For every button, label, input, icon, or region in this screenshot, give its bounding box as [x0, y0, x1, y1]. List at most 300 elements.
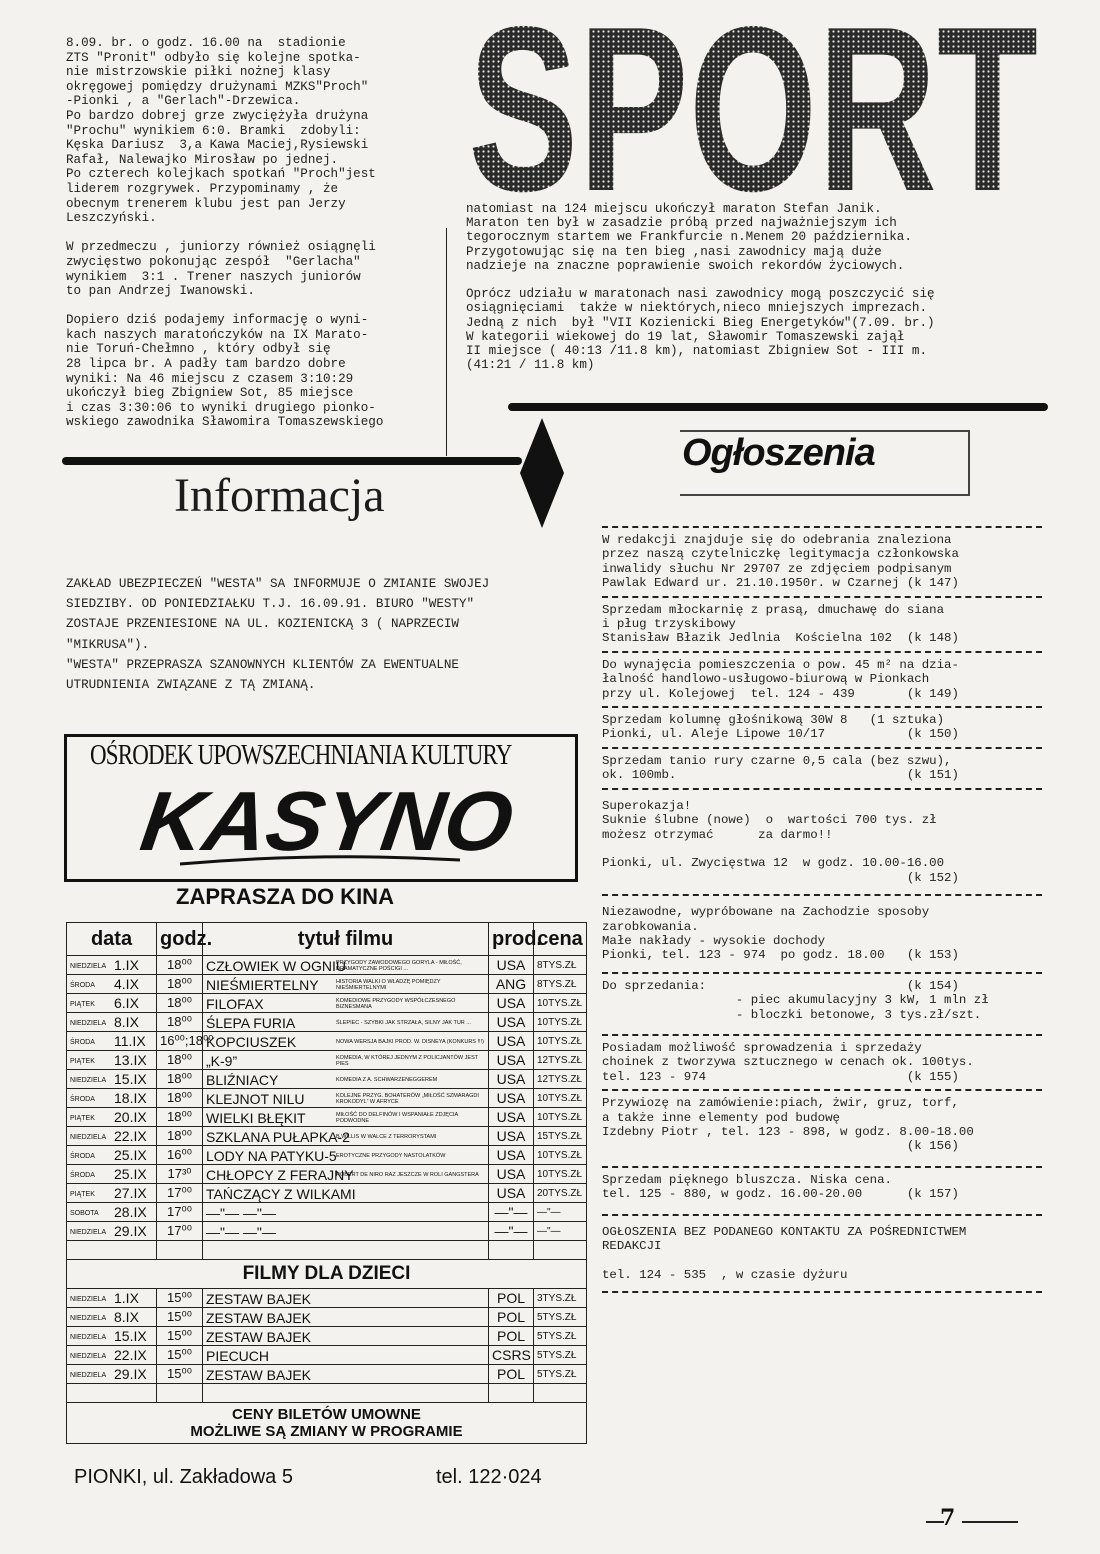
article-line: Maraton ten był w zasadzie próbą przed najważniejszym ich — [466, 216, 897, 231]
ad-line: inwalidy słuchu Nr 29707 ze zdjęciem podpisanym — [602, 561, 952, 576]
notice-line: ZAKŁAD UBEZPIECZEŃ "WESTA" SA INFORMUJE O ZMIANIE SWOJEJ — [66, 577, 490, 591]
empty-cell — [203, 1241, 489, 1260]
ogloszenia-heading: Ogłoszenia — [682, 432, 875, 474]
cell-date-value: 18.IX — [114, 1090, 147, 1106]
cell-time: 16⁰⁰;18⁰⁰ — [157, 1032, 203, 1051]
film-title: ŚLEPA FURIA — [206, 1014, 296, 1031]
film-description: MIŁOŚĆ DO DELFINÓW I WSPANIAŁE ZDJĘCIA PODWODNE — [336, 1111, 458, 1124]
ad-line: W redakcji znajduje się do odebrania znaleziona — [602, 533, 952, 547]
article-line: nadzieje na znaczne poprawienie swoich rekordów życiowych. — [466, 258, 905, 273]
cell-date — [67, 1013, 157, 1032]
article-line: Po bardzo dobrej grze zwyciężyła drużyna — [66, 108, 369, 123]
cell-title — [203, 1203, 489, 1222]
article-line: zwycięstwo pokonując zespół "Gerlacha" — [66, 254, 361, 269]
cell-date-value: 22.IX — [114, 1128, 147, 1144]
cell-weekday: NIEDZIELA — [70, 1133, 107, 1141]
cell-weekday: NIEDZIELA — [70, 1333, 107, 1341]
table-row — [67, 1013, 587, 1032]
cell-date-value: 27.IX — [114, 1185, 147, 1201]
cell-time: 18⁰⁰ — [157, 1108, 203, 1127]
ad-line: Sprzedam kolumnę głośnikową 30W 8 (1 sztuka) — [602, 713, 945, 728]
table-row — [67, 1365, 587, 1384]
cell-weekday: ŚRODA — [70, 1038, 95, 1046]
ad-line: (k 156) — [602, 1139, 959, 1154]
cell-production: POL — [489, 1308, 534, 1327]
table-row — [67, 1070, 587, 1089]
cell-date — [67, 1365, 157, 1384]
article-line: nie Toruń-Chełmno , który odbył się — [66, 342, 331, 357]
cell-date — [67, 1051, 157, 1070]
classified-ad — [602, 531, 1042, 593]
notice-line: ZOSTAJE PRZENIESIONE NA UL. KOZIENICKĄ 3 ( NAPRZECIW — [66, 617, 459, 632]
empty-cell — [67, 1384, 157, 1403]
table-row — [67, 1108, 587, 1127]
film-title: NIEŚMIERTELNY — [206, 976, 319, 993]
cell-weekday: PIĄTEK — [70, 1057, 95, 1065]
cell-production: USA — [489, 994, 534, 1013]
cell-date-value: 13.IX — [114, 1052, 147, 1068]
ad-line: tel. 123 - 974 (k 155) — [602, 1069, 959, 1084]
cell-weekday: PIĄTEK — [70, 1190, 95, 1198]
cell-production: USA — [489, 1089, 534, 1108]
classified-ad — [602, 793, 1042, 891]
classified-ad — [602, 1171, 1042, 1204]
ad-divider — [602, 894, 1042, 896]
cell-price: —"— — [534, 1203, 587, 1222]
empty-cell — [489, 1241, 534, 1260]
cell-date-value: 6.IX — [114, 995, 139, 1011]
cell-time: 15⁰⁰ — [157, 1365, 203, 1384]
table-footer — [67, 1403, 587, 1444]
empty-cell — [534, 1241, 587, 1260]
cell-time: 18⁰⁰ — [157, 956, 203, 975]
cell-price: 5TYS.ZŁ — [534, 1308, 587, 1327]
ad-line: Sprzedam młockarnię z prasą, dmuchawę do siana — [602, 602, 945, 617]
cell-date — [67, 1165, 157, 1184]
ad-line: a także inne elementy pod budowę — [602, 1110, 840, 1125]
cell-date-value: 11.IX — [114, 1033, 146, 1049]
cell-date — [67, 1089, 157, 1108]
ad-line: OGŁOSZENIA BEZ PODANEGO KONTAKTU ZA POŚREDNICTWEM — [602, 1224, 967, 1239]
ad-line: ok. 100mb. (k 151) — [602, 768, 959, 783]
cinema-invite: ZAPRASZA DO KINA — [176, 884, 394, 909]
cell-weekday: ŚRODA — [70, 1171, 95, 1179]
cell-price: 10TYS.ZŁ — [534, 1108, 587, 1127]
article-line: wynikiem 3:1 . Trener naszych juniorów — [66, 269, 361, 284]
classified-ad — [602, 1039, 1042, 1086]
cell-date-value: 1.IX — [114, 1290, 139, 1306]
cell-date-value: 1.IX — [114, 957, 139, 973]
ad-line: tel. 125 - 880, w godz. 16.00-20.00 (k 157) — [602, 1187, 959, 1202]
cell-production: POL — [489, 1289, 534, 1308]
article-line: osiągnięciami także w niektórych,nieco mniejszych imprezach. — [466, 301, 928, 316]
cell-title — [203, 975, 489, 994]
cell-date-value: 20.IX — [114, 1109, 147, 1125]
cell-date — [67, 1203, 157, 1222]
cell-date-value: 25.IX — [114, 1166, 147, 1182]
classified-ad — [602, 977, 1042, 1024]
cell-title — [203, 1346, 489, 1365]
film-title: PIECUCH — [206, 1347, 270, 1364]
cell-weekday: NIEDZIELA — [70, 1352, 107, 1360]
article-line: Rafał, Nalewajko Mirosław po jednej. — [66, 152, 339, 167]
article-line: W przedmeczu , juniorzy również osiągnęli — [66, 240, 376, 255]
cell-time: 18⁰⁰ — [157, 1013, 203, 1032]
cell-production: CSRS — [489, 1346, 534, 1365]
cell-weekday: ŚRODA — [70, 981, 95, 989]
article-line: liderem rozgrywek. Przypominamy , że — [66, 181, 339, 196]
article-line: to pan Andrzej Iwanowski. — [66, 284, 255, 299]
col-header-price: cena — [534, 923, 587, 956]
cell-price: 5TYS.ZŁ — [534, 1365, 587, 1384]
table-row — [67, 994, 587, 1013]
ad-line — [602, 842, 1042, 856]
ad-line: Pawlak Edward ur. 21.10.1950r. w Czarnej (k 147) — [602, 576, 959, 591]
empty-cell — [203, 1384, 489, 1403]
cell-production: USA — [489, 1051, 534, 1070]
classified-ad — [602, 752, 1042, 785]
cell-production: USA — [489, 1108, 534, 1127]
sport-article-left — [66, 36, 383, 430]
cell-price: 10TYS.ZŁ — [534, 1013, 587, 1032]
notice-line: SIEDZIBY. OD PONIEDZIAŁKU T.J. 16.09.91. BIURO "WESTY" — [66, 597, 475, 612]
film-description: PRZYGODY ZAWODOWEGO GORYLA - MIŁOŚĆ, DRAMATYCZNE POŚCIGI ... — [336, 959, 462, 972]
article-line: Oprócz udziału w maratonach nasi zawodnicy mogą poszczycić się — [466, 287, 935, 302]
col-header-prod: prod. — [489, 923, 534, 956]
ad-divider — [602, 1089, 1042, 1091]
cell-price: 8TYS.ZŁ — [534, 956, 587, 975]
article-line: ukończył bieg Zbigniew Sot, 85 miejsce — [66, 386, 354, 401]
table-row — [67, 1127, 587, 1146]
ad-divider — [602, 596, 1042, 598]
organizer-name: OŚRODEK UPOWSZECHNIANIA KULTURY — [90, 740, 512, 771]
cell-title — [203, 1070, 489, 1089]
cell-date — [67, 1346, 157, 1365]
cell-title — [203, 1032, 489, 1051]
cell-time: 18⁰⁰ — [157, 975, 203, 994]
ad-divider — [602, 1166, 1042, 1168]
film-title: CHŁOPCY Z FERAJNY — [206, 1166, 354, 1183]
ad-line: tel. 124 - 535 , w czasie dyżuru — [602, 1267, 848, 1282]
cell-production: USA — [489, 1165, 534, 1184]
ad-line: Sprzedam tanio rury czarne 0,5 cala (bez szwu), — [602, 753, 952, 768]
article-line: Jedną z nich był "VII Kozienicki Bieg Energetyków"(7.09. br.) — [466, 315, 935, 330]
empty-cell — [157, 1384, 203, 1403]
cell-production: USA — [489, 956, 534, 975]
film-description: NOWA WERSJA BAJKI PROD. W. DISNEYA (KONKURS !!!) — [336, 1038, 484, 1045]
classified-ad — [602, 711, 1042, 744]
cinema-schedule — [66, 922, 587, 1444]
informacja-notice — [66, 574, 489, 695]
film-description: EROTYCZNE PRZYGODY NASTOLATKÓW — [336, 1152, 446, 1159]
informacja-heading: Informacja — [174, 469, 385, 522]
sport-article-right — [466, 202, 935, 372]
film-title: LODY NA PATYKU-5 — [206, 1147, 337, 1164]
kasyno-logo — [120, 772, 520, 872]
cell-price: 10TYS.ZŁ — [534, 1165, 587, 1184]
ad-line: Przywiozę na zamówienie:piach, żwir, gruz, torf, — [602, 1096, 959, 1111]
article-line: "Prochu" wynikiem 6:0. Bramki zdobyli: — [66, 123, 361, 138]
cell-production: USA — [489, 1032, 534, 1051]
article-line: i czas 3:30:06 to wyniki drugiego pionko- — [66, 400, 376, 415]
article-line: nie mistrzowskie piłki nożnej klasy — [66, 65, 331, 80]
article-line: ZTS "Pronit" odbyło się kolejne spotka- — [66, 50, 361, 65]
ad-divider — [602, 747, 1042, 749]
cell-time: 18⁰⁰ — [157, 1051, 203, 1070]
col-header-date: data — [67, 923, 157, 956]
table-row — [67, 975, 587, 994]
film-title: SZKLANA PUŁAPKA-2 — [206, 1128, 350, 1145]
notice-line: "MIKRUSA"). — [66, 637, 150, 652]
ad-line: Stanisław Błazik Jedlnia Kościelna 102 (k 148) — [602, 631, 959, 646]
ad-divider — [602, 1291, 1042, 1293]
cell-title — [203, 1108, 489, 1127]
article-line — [466, 273, 935, 287]
table-row — [67, 1308, 587, 1327]
cell-time: 17⁰⁰ — [157, 1222, 203, 1241]
ad-line: łalność handlowo-usługowo-biurową w Pionkach — [602, 672, 930, 687]
cell-production: —"— — [489, 1222, 534, 1241]
col-header-time: godz. — [157, 923, 203, 956]
cell-date — [67, 1127, 157, 1146]
kids-section-row — [67, 1260, 587, 1289]
article-line — [66, 299, 383, 314]
cell-price: —"— — [534, 1222, 587, 1241]
classified-ad — [602, 899, 1042, 969]
film-description: KOMEDIA Z A. SCHWARZENEGGEREM — [336, 1076, 438, 1083]
film-description: KOMEDIA, W KTÓREJ JEDNYM Z POLICJANTÓW JEST PIES — [336, 1054, 478, 1067]
ad-line: Małe nakłady - wysokie dochody — [602, 933, 826, 948]
cell-title — [203, 1165, 489, 1184]
cell-date-value: 15.IX — [114, 1071, 147, 1087]
table-row — [67, 1327, 587, 1346]
film-title: „K-9” — [206, 1052, 238, 1069]
cell-time: 18⁰⁰ — [157, 1070, 203, 1089]
ad-line: Pionki, ul. Aleje Lipowe 10/17 (k 150) — [602, 727, 959, 742]
cell-time: 15⁰⁰ — [157, 1308, 203, 1327]
classified-ad — [602, 601, 1042, 648]
ad-divider — [602, 1034, 1042, 1036]
cell-title — [203, 1013, 489, 1032]
ad-line: (k 152) — [602, 870, 959, 885]
table-row — [67, 1146, 587, 1165]
ad-divider — [602, 706, 1042, 708]
film-title: ZESTAW BAJEK — [206, 1290, 312, 1307]
article-line: 28 lipca br. A padły tam bardzo dobre — [66, 357, 346, 372]
cell-date — [67, 1327, 157, 1346]
cell-date-value: 8.IX — [114, 1014, 139, 1030]
cell-weekday: NIEDZIELA — [70, 962, 107, 970]
ad-line: - bloczki betonowe, 3 tys.zł/szt. — [602, 1007, 982, 1022]
ad-line: Do sprzedania: (k 154) — [602, 978, 959, 993]
film-title: —"— —"— — [206, 1223, 276, 1240]
ad-divider — [602, 788, 1042, 790]
notice-line: UTRUDNIENIA ZWIĄZANE Z TĄ ZMIANĄ. — [66, 678, 316, 693]
table-row-empty — [67, 1384, 587, 1403]
ad-line: Niezawodne, wypróbowane na Zachodzie sposoby — [602, 905, 930, 920]
film-title: KLEJNOT NILU — [206, 1090, 305, 1107]
cell-title — [203, 1327, 489, 1346]
col-header-title: tytuł filmu — [203, 923, 489, 956]
cell-date — [67, 1289, 157, 1308]
classified-ad — [602, 1219, 1042, 1289]
table-row — [67, 1346, 587, 1365]
cell-title — [203, 1365, 489, 1384]
page-number-rule — [962, 1521, 1018, 1523]
cell-title — [203, 1184, 489, 1203]
cell-date — [67, 1222, 157, 1241]
article-line: Przygotowując się na ten bieg ,nasi zawodnicy mają duże — [466, 244, 882, 259]
table-row — [67, 1222, 587, 1241]
table-row — [67, 1203, 587, 1222]
cell-title — [203, 1308, 489, 1327]
cell-weekday: PIĄTEK — [70, 1114, 95, 1122]
cell-title — [203, 1127, 489, 1146]
cell-date-value: 8.IX — [114, 1309, 139, 1325]
article-line: okręgowej pomiędzy drużynami MZKS"Proch" — [66, 79, 369, 94]
cell-price: 20TYS.ZŁ — [534, 1184, 587, 1203]
cell-weekday: NIEDZIELA — [70, 1371, 107, 1379]
ad-line: przez naszą czytelniczkę legitymacja członkowska — [602, 547, 959, 562]
article-line — [66, 226, 383, 241]
cell-date — [67, 1032, 157, 1051]
cell-title — [203, 1146, 489, 1165]
film-title: TAŃCZĄCY Z WILKAMI — [206, 1185, 356, 1202]
ad-line: Pionki, tel. 123 - 974 po godz. 18.00 (k 153) — [602, 948, 959, 963]
table-header-row — [67, 923, 587, 956]
ad-line: zarobkowania. — [602, 919, 699, 934]
cell-date-value: 15.IX — [114, 1328, 147, 1344]
ad-line: Posiadam możliwość sprowadzenia i sprzedaży — [602, 1040, 922, 1055]
article-line: wyniki: Na 46 miejscu z czasem 3:10:29 — [66, 371, 354, 386]
article-line: II miejsce ( 40:13 /11.8 km), natomiast Zbigniew Sot - III m. — [466, 344, 928, 359]
table-footer-row — [67, 1403, 587, 1444]
page-number: 7 — [940, 1505, 956, 1531]
cell-date-value: 25.IX — [114, 1147, 147, 1163]
cell-date-value: 29.IX — [114, 1223, 147, 1239]
cell-time: 15⁰⁰ — [157, 1327, 203, 1346]
ad-line: Do wynajęcia pomieszczenia o pow. 45 m² na dzia- — [602, 657, 959, 672]
footer-line: CENY BILETÓW UMOWNE — [232, 1406, 421, 1423]
sport-heading-text: SPORT — [468, 0, 1038, 240]
kids-section-heading: FILMY DLA DZIECI — [67, 1260, 587, 1289]
footer-line: MOŻLIWE SĄ ZMIANY W PROGRAMIE — [190, 1423, 463, 1440]
table-row-empty — [67, 1241, 587, 1260]
article-line: wskiego zawodnika Sławomira Tomaszewskiego — [66, 415, 384, 430]
cell-production: ANG — [489, 975, 534, 994]
article-line: natomiast na 124 miejscu ukończył maraton Stefan Janik. — [466, 202, 882, 216]
film-description: HISTORIA WALKI O WŁADZĘ POMIĘDZY NIEŚMIERTELNYMI — [336, 978, 441, 991]
table-row — [67, 1089, 587, 1108]
ad-line: możesz otrzymać za darmo!! — [602, 827, 833, 842]
classified-ads — [602, 522, 1042, 1296]
cell-date-value: 22.IX — [114, 1347, 147, 1363]
column-divider — [446, 228, 447, 456]
cell-weekday: NIEDZIELA — [70, 1295, 107, 1303]
cell-date — [67, 975, 157, 994]
article-line: tegorocznym startem we Frankfurcie n.Menem 20 października. — [466, 230, 912, 245]
kasyno-logo-text: KASYNO — [135, 774, 509, 868]
cell-title — [203, 1222, 489, 1241]
cell-production: USA — [489, 1127, 534, 1146]
cell-price: 5TYS.ZŁ — [534, 1346, 587, 1365]
cell-title — [203, 994, 489, 1013]
cell-price: 10TYS.ZŁ — [534, 1146, 587, 1165]
ad-line: choinek z tworzywa sztucznego w cenach ok. 100tys. — [602, 1055, 974, 1070]
cinema-phone: tel. 122·024 — [436, 1466, 542, 1488]
ad-divider — [602, 651, 1042, 653]
article-line: Po czterech kolejkach spotkań "Proch"jest — [66, 167, 376, 182]
cell-title — [203, 1289, 489, 1308]
section-rule — [508, 403, 1048, 411]
cell-date — [67, 994, 157, 1013]
cell-price: 12TYS.ZŁ — [534, 1051, 587, 1070]
cell-time: 16⁰⁰ — [157, 1146, 203, 1165]
article-line: Kęska Dariusz 3,a Kawa Maciej,Rysiewski — [66, 138, 369, 153]
article-line: 8.09. br. o godz. 16.00 na stadionie — [66, 36, 346, 50]
cell-date-value: 28.IX — [114, 1204, 147, 1220]
diamond-ornament — [520, 418, 564, 528]
notice-line: "WESTA" PRZEPRASZA SZANOWNYCH KLIENTÓW ZA EWENTUALNE — [66, 657, 459, 672]
table-row — [67, 1184, 587, 1203]
cell-production: USA — [489, 1146, 534, 1165]
film-title: ZESTAW BAJEK — [206, 1309, 312, 1326]
cell-date-value: 29.IX — [114, 1366, 147, 1382]
article-line: (41:21 / 11.8 km) — [466, 358, 595, 373]
cell-title — [203, 1089, 489, 1108]
cell-price: 15TYS.ZŁ — [534, 1127, 587, 1146]
article-line: Dopiero dziś podajemy informację o wyni- — [66, 313, 369, 328]
cell-date — [67, 1146, 157, 1165]
cell-weekday: NIEDZIELA — [70, 1314, 107, 1322]
cell-price: 12TYS.ZŁ — [534, 1070, 587, 1089]
cell-date — [67, 1108, 157, 1127]
cell-weekday: PIĄTEK — [70, 1000, 95, 1008]
film-title: WIELKI BŁĘKIT — [206, 1109, 306, 1126]
cell-price: 8TYS.ZŁ — [534, 975, 587, 994]
film-description: B.WILLIS W WALCE Z TERRORYSTAMI — [336, 1133, 437, 1140]
cell-time: 17⁰⁰ — [157, 1203, 203, 1222]
film-title: CZŁOWIEK W OGNIU — [206, 957, 346, 974]
ad-line: i pług trzyskibowy — [602, 617, 736, 632]
table-row — [67, 1165, 587, 1184]
table-row — [67, 1051, 587, 1070]
cell-date — [67, 1184, 157, 1203]
empty-cell — [67, 1241, 157, 1260]
film-title: —"— —"— — [206, 1204, 276, 1221]
cell-production: —"— — [489, 1203, 534, 1222]
cell-price: 10TYS.ZŁ — [534, 994, 587, 1013]
ad-divider — [602, 1214, 1042, 1216]
cell-date — [67, 1070, 157, 1089]
cell-production: USA — [489, 1013, 534, 1032]
cell-time: 15⁰⁰ — [157, 1346, 203, 1365]
cell-weekday: SOBOTA — [70, 1209, 99, 1217]
ad-line: - piec akumulacyjny 3 kW, 1 mln zł — [602, 993, 989, 1008]
empty-cell — [534, 1384, 587, 1403]
ad-line: Superokazja! — [602, 798, 692, 813]
cell-time: 17⁰⁰ — [157, 1184, 203, 1203]
ad-line: Pionki, ul. Zwycięstwa 12 w godz. 10.00-16.00 — [602, 856, 945, 871]
cell-weekday: NIEDZIELA — [70, 1019, 107, 1027]
cell-production: POL — [489, 1327, 534, 1346]
cell-production: USA — [489, 1070, 534, 1089]
ad-divider — [602, 526, 1042, 528]
table-row — [67, 1032, 587, 1051]
film-description: ŚLEPIEC - SZYBKI JAK STRZAŁA, SILNY JAK TUR ... — [336, 1019, 471, 1026]
article-line: obecnym trenerem klubu jest pan Jerzy — [66, 196, 346, 211]
article-line: W kategorii wiekowej do 19 lat, Sławomir Tomaszewski zajął — [466, 329, 905, 344]
